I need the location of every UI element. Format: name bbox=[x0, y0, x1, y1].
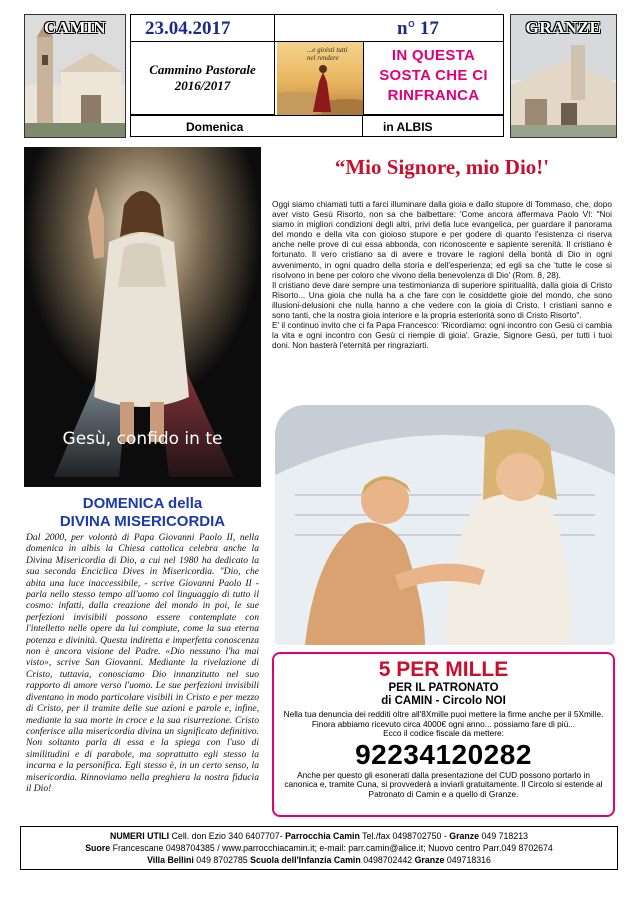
cammino-label: Cammino Pastorale bbox=[149, 62, 256, 77]
divina-misericordia-body: Dal 2000, per volontà di Papa Giovanni Paolo II, nella domenica in albis la Chiesa cattolica celebra anche la Divina Misericordia di Dio, a cui nel 1980 ha dedicato la sua seconda Enciclica Dives in Misericordia. "Dio, che abita una luce inaccessibile, - scrive Giovanni Paolo II - parla nello stesso tempo all'uomo col linguaggio di tutto il cosmo: infatti, dalla creazione del mondo in poi, le sue perfezioni invisibili possono essere contemplate con l'intelletto nelle opere da lui compiute, come la sua eterna potenza e divinità. Questa indiretta e imperfetta conoscenza non è ancora visione del Padre. «Dio nessuno l'ha mai visto», scrive San Giovanni. Mediante la rivelazione di Cristo, tuttavia, conosciamo Dio innanzitutto nel suo rapporto di amore verso l'uomo. Le sue perfezioni invisibili diventano in modo particolare visibili in Cristo e per mezzo di Cristo, per il tramite delle sue azioni e parole e, infine, mediante la sua morte in croce e la sua risurrezione. Cristo conferisce alla misericordia divina un significato definitivo. Non soltanto parla di essa e la spiega con l'uso di similitudini e di parabole, ma soprattutto egli stesso la incarna e la personifica. Egli stesso è, in un certo senso, la misericordia. Rinnoviamo nella preghiera la nostra fiducia il Dio! bbox=[26, 532, 259, 794]
article-paragraph-3: E' il continuo invito che ci fa Papa Francesco: 'Ricordiamo: ogni incontro con Gesù ci cambia la vita e ogni incontro con Gesù ci riempie di gioia'. Grazie, Signore Gesù, per tutti i tuoi doni. Non basterà l'eternità per ringraziarti. bbox=[272, 320, 612, 351]
camin-church-photo bbox=[24, 14, 126, 138]
footer-contacts bbox=[20, 826, 618, 870]
image-caption: Gesù, confido in te bbox=[62, 429, 223, 449]
scuola-camin-phone: 0498702442 bbox=[363, 855, 413, 865]
parrocchia-camin-phone: Tel./fax 0498702750 - bbox=[362, 831, 447, 841]
scuola-granze-phone: 049718316 bbox=[446, 855, 491, 865]
suore-label: Suore bbox=[85, 843, 111, 853]
don-ezio-phone: Cell. don Ezio 340 6407707- bbox=[171, 831, 283, 841]
pm-tax-code: 92234120282 bbox=[355, 738, 532, 770]
domenica-label: Domenica bbox=[186, 120, 244, 134]
suore-contacts: Francescane 0498704385 / www.parrocchiacamin.it; e-mail: parr.camin@alice.it; Nuovo centro Parr.049 8702674 bbox=[112, 843, 553, 853]
villa-bellini-phone: 049 8702785 bbox=[196, 855, 248, 865]
granze-label: GRANZE bbox=[525, 18, 602, 37]
article-paragraph-2: Il cristiano deve dare sempre una testimonianza di superiore spiritualità, dalla gioia di Cristo Risorto... Una gioia che nulla ha a che fare con le cosiddette gioie del mondo, che sono illusioni-delusioni che nulla hanno a che vedere con la gioia di Cristo. I cristiani sanno e sono tanti, che la nostra gioia interiore e la propria esteriorità sono di Cristo Risorto". bbox=[272, 279, 612, 321]
cover-image bbox=[277, 42, 363, 115]
camin-label: CAMIN bbox=[44, 18, 106, 37]
cover-caption-1: ...e gioisti tutti bbox=[307, 46, 348, 54]
rest-box bbox=[363, 42, 504, 115]
pm-title: 5 PER MILLE bbox=[378, 658, 509, 681]
divine-mercy-image bbox=[24, 147, 261, 487]
rest-line-2: SOSTA CHE CI bbox=[379, 67, 488, 84]
issue-box bbox=[275, 14, 504, 42]
main-title: “Mio Signore, mio Dio!' bbox=[334, 155, 550, 179]
granze-label-footer: Granze bbox=[449, 831, 480, 841]
scuola-granze-label: Granze bbox=[414, 855, 445, 865]
pm-subtitle-2: di CAMIN - Circolo NOI bbox=[381, 695, 506, 707]
title-line-1: DOMENICA della bbox=[82, 495, 203, 512]
cammino-box bbox=[130, 42, 275, 115]
scuola-camin-label: Camin bbox=[333, 855, 361, 865]
article-paragraph-1: Oggi siamo chiamati tutti a farci illuminare dalla gioia e dallo stupore di Tommaso, che, dopo aver visto Gesù Risorto, non sa che balbettare: 'Come ancora affermava Paolo VI: "Noi siamo in migliori condizioni degli altri, privi della luce evangelica, per guardare il panorama del mondo e della vita con gioioso stupore e per godere di quanto l'esistenza ci riserva anche nelle prove di cui essa abbonda, con riconoscente e sapiente serenità. Il cristiano è fortunato. Il vero cristiano sa di avere e trovare le ragioni della bontà di Dio in ogni avvenimento, in ogni quadro della storia e dell'esperienza; ed egli sa che 'tutte le cose si risolvono in bene per coloro che vivono della benevolenza di Dio' (Rom. 8, 28). bbox=[272, 199, 612, 280]
villa-bellini-label: Villa Bellini bbox=[147, 855, 194, 865]
thomas-jesus-illustration bbox=[275, 405, 615, 645]
granze-phone: 049 718213 bbox=[481, 831, 529, 841]
numeri-utili-label: NUMERI UTILI bbox=[109, 831, 170, 841]
pm-code-label: Ecco il codice fiscale da mettere: bbox=[383, 728, 504, 739]
rest-line-1: IN QUESTA bbox=[391, 47, 476, 64]
rest-line-3: RINFRANCA bbox=[387, 87, 480, 104]
scuola-infanzia-label: Scuola dell'Infanzia bbox=[250, 855, 332, 865]
issue-number: n° 17 bbox=[397, 18, 439, 39]
title-line-2: DIVINA MISERICORDIA bbox=[59, 513, 226, 530]
domenica-box bbox=[130, 115, 363, 137]
divina-misericordia-title bbox=[24, 495, 261, 531]
date-box bbox=[130, 14, 275, 42]
main-article bbox=[272, 199, 612, 403]
pm-subtitle-1: PER IL PATRONATO bbox=[388, 682, 499, 694]
issue-date: 23.04.2017 bbox=[145, 18, 231, 39]
pm-body-2: Anche per questo gli esonerati dalla presentazione del CUD possono portarlo in canonica e, tramite Cuna, si provvederà a inviarli gratuitamente. Il Circolo si estende al Patronato di Camin e a quello di Granze. bbox=[284, 769, 603, 799]
cinque-per-mille-box bbox=[272, 652, 615, 817]
granze-church-photo bbox=[510, 14, 617, 138]
cammino-year: 2016/2017 bbox=[174, 78, 231, 93]
in-albis-label: in ALBIS bbox=[383, 120, 433, 134]
cover-caption-2: nel rendere bbox=[307, 54, 339, 62]
parrocchia-camin-label: Parrocchia Camin bbox=[285, 831, 360, 841]
pm-body-1: Nella tua denuncia dei redditi oltre all'8Xmille puoi mettere la firme anche per il 5Xmille. Finora abbiamo ricevuto circa 4000€ ogni anno... possiamo fare di più... bbox=[283, 709, 604, 729]
albis-box bbox=[363, 115, 504, 137]
